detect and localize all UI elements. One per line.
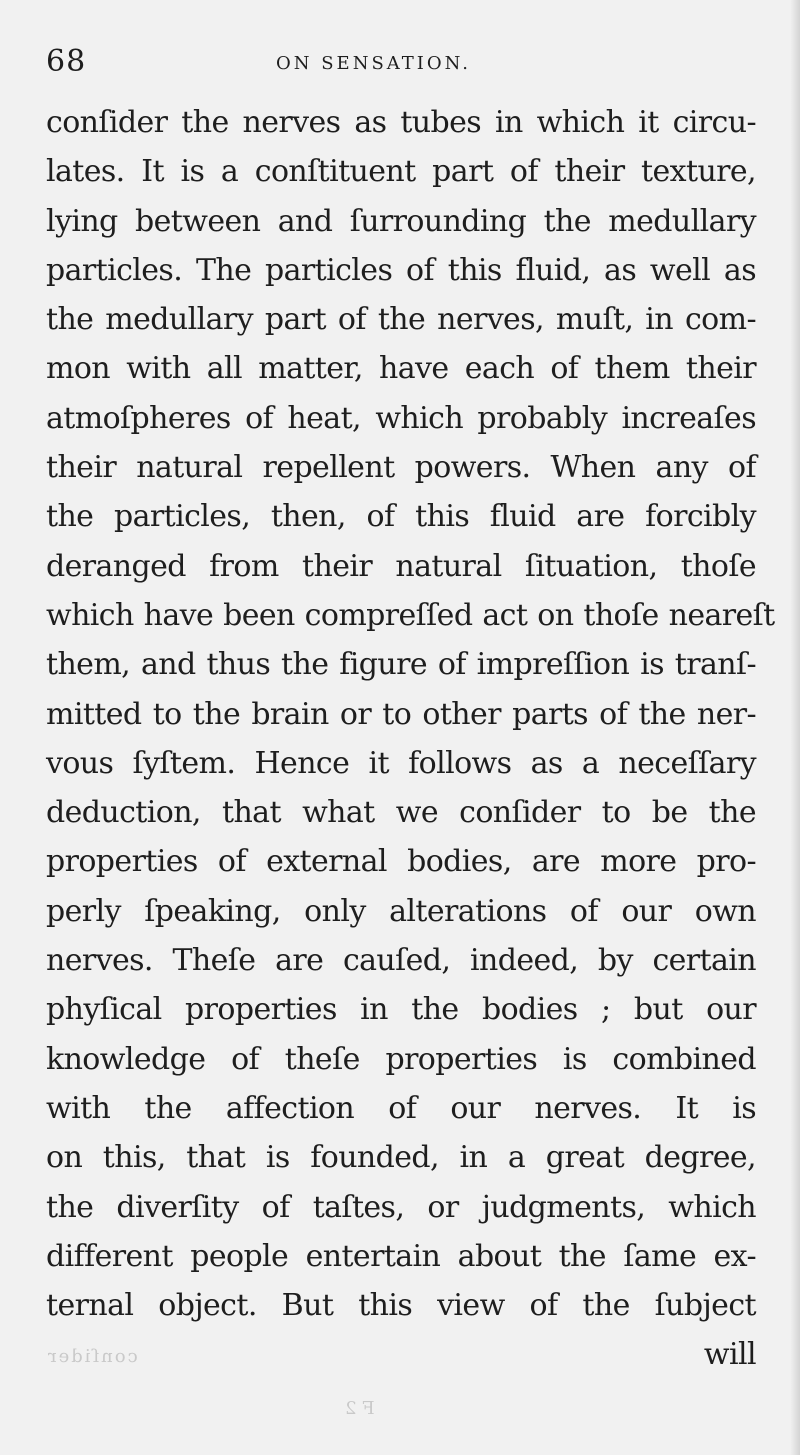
text-line: them, and thus the figure of impreſſion is tranſ- bbox=[46, 647, 756, 683]
text-line: which have been compreſſed act on thoſe neareſt bbox=[46, 597, 775, 633]
running-title: ON SENSATION. bbox=[276, 53, 471, 74]
text-line: mon with all matter, have each of them their bbox=[46, 351, 756, 387]
text-line: phyſical properties in the bodies ; but our bbox=[46, 992, 756, 1028]
text-line: deduction, that what we conſider to be the bbox=[46, 795, 756, 831]
text-line: perly ſpeaking, only alterations of our own bbox=[46, 893, 756, 929]
catchword: will bbox=[703, 1337, 756, 1373]
text-line: deranged from their natural ſituation, thoſe bbox=[46, 548, 756, 584]
text-line: the diverſity of taſtes, or judgments, which bbox=[46, 1189, 756, 1225]
text-line: ternal object. But this view of the ſubject bbox=[46, 1288, 756, 1324]
bleed-through-catchword: conſider bbox=[46, 1346, 138, 1367]
text-line: properties of external bodies, are more pro- bbox=[46, 844, 756, 880]
text-line: atmoſpheres of heat, which probably increaſes bbox=[46, 400, 756, 436]
text-line: the medullary part of the nerves, muſt, in com- bbox=[46, 302, 756, 338]
body-text bbox=[46, 98, 775, 1380]
text-line: conſider the nerves as tubes in which it circu- bbox=[46, 105, 756, 140]
text-line: lates. It is a conſtituent part of their texture, bbox=[46, 154, 756, 190]
text-line: on this, that is founded, in a great degree, bbox=[46, 1140, 756, 1176]
text-line: vous ſyſtem. Hence it follows as a neceſſary bbox=[46, 745, 756, 781]
text-line: with the affection of our nerves. It is bbox=[46, 1090, 756, 1126]
running-head bbox=[46, 38, 756, 88]
text-line: nerves. Theſe are cauſed, indeed, by certain bbox=[46, 943, 756, 979]
text-line: their natural repellent powers. When any of bbox=[46, 450, 756, 486]
text-line: particles. The particles of this fluid, as well as bbox=[46, 252, 756, 288]
text-line: lying between and ſurrounding the medullary bbox=[46, 203, 756, 239]
text-line: the particles, then, of this fluid are forcibly bbox=[46, 499, 756, 535]
bleed-through-signature: F 2 bbox=[345, 1398, 375, 1419]
page-edge-shadow bbox=[790, 0, 800, 1455]
text-line: mitted to the brain or to other parts of the ner- bbox=[46, 696, 756, 732]
page-number: 68 bbox=[46, 44, 87, 79]
text-line: knowledge of theſe properties is combined bbox=[46, 1041, 756, 1077]
text-line: different people entertain about the ſame ex- bbox=[46, 1238, 756, 1274]
